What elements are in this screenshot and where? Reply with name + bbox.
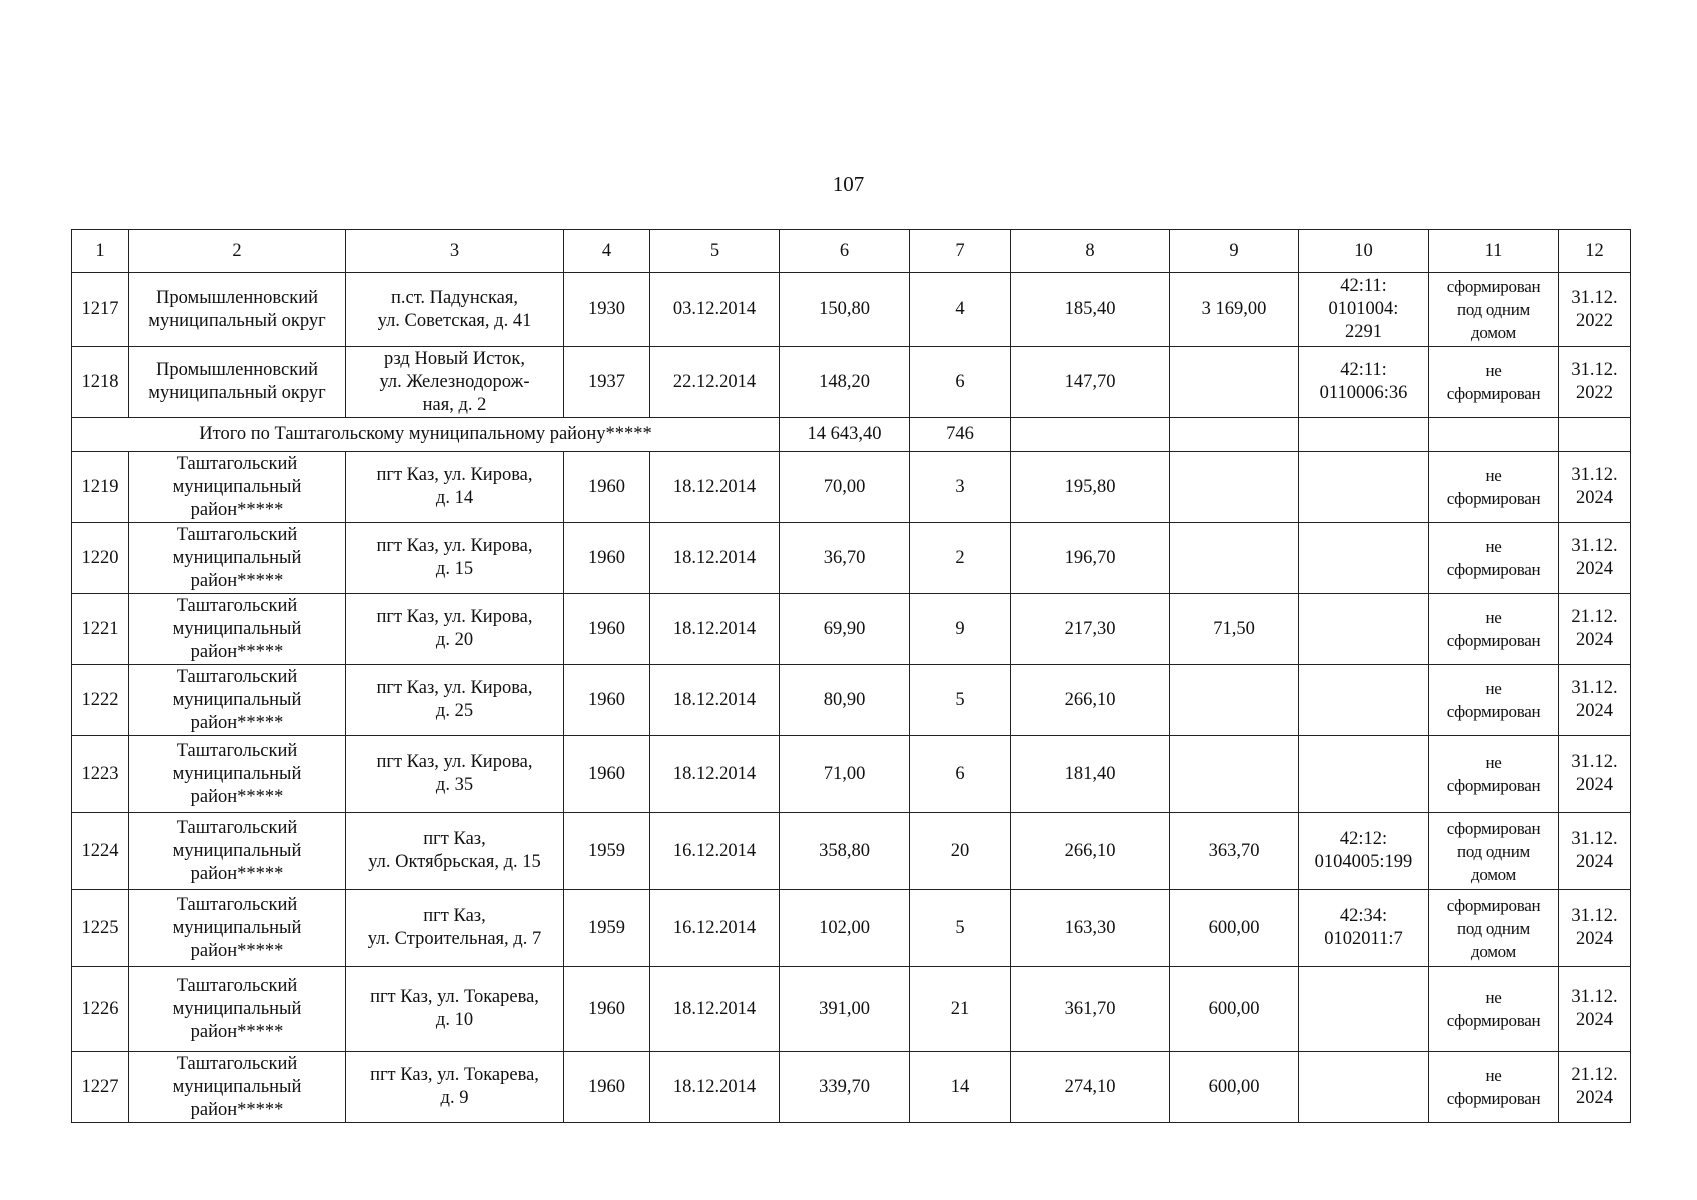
deadline-cell: 31.12. 2024 [1559, 967, 1631, 1052]
header-col-6: 6 [780, 230, 910, 273]
area2-cell: 163,30 [1011, 890, 1170, 967]
status-cell: сформирован под одним домом [1429, 890, 1559, 967]
deadline-cell: 31.12. 2024 [1559, 452, 1631, 523]
plot-area-cell: 600,00 [1170, 967, 1299, 1052]
year-cell: 1960 [564, 523, 650, 594]
area-cell: 69,90 [780, 594, 910, 665]
cadastral-cell: 42:11: 0110006:36 [1299, 347, 1429, 418]
total-label: Итого по Таштагольскому муниципальному району***** [72, 418, 780, 452]
status-cell: не сформирован [1429, 1052, 1559, 1123]
area-cell: 71,00 [780, 736, 910, 813]
year-cell: 1930 [564, 273, 650, 347]
table-row [72, 736, 1631, 813]
count-cell: 5 [910, 890, 1011, 967]
table-row [72, 813, 1631, 890]
row-number: 1226 [72, 967, 129, 1052]
district-cell: Таштагольский муниципальный район***** [129, 665, 346, 736]
area-cell: 70,00 [780, 452, 910, 523]
address-cell: пгт Каз, ул. Строительная, д. 7 [346, 890, 564, 967]
cadastral-cell [1299, 452, 1429, 523]
empty-cell [1559, 418, 1631, 452]
date-cell: 18.12.2014 [650, 665, 780, 736]
district-cell: Промышленновский муниципальный округ [129, 273, 346, 347]
plot-area-cell [1170, 736, 1299, 813]
date-cell: 22.12.2014 [650, 347, 780, 418]
year-cell: 1959 [564, 890, 650, 967]
deadline-cell: 31.12. 2024 [1559, 736, 1631, 813]
date-cell: 03.12.2014 [650, 273, 780, 347]
status-cell: не сформирован [1429, 523, 1559, 594]
count-cell: 4 [910, 273, 1011, 347]
row-number: 1220 [72, 523, 129, 594]
area-cell: 36,70 [780, 523, 910, 594]
status-cell: не сформирован [1429, 594, 1559, 665]
deadline-cell: 31.12. 2022 [1559, 347, 1631, 418]
address-cell: пгт Каз, ул. Кирова, д. 20 [346, 594, 564, 665]
total-area: 14 643,40 [780, 418, 910, 452]
table-row [72, 523, 1631, 594]
year-cell: 1960 [564, 1052, 650, 1123]
date-cell: 18.12.2014 [650, 594, 780, 665]
area-cell: 391,00 [780, 967, 910, 1052]
deadline-cell: 21.12. 2024 [1559, 594, 1631, 665]
year-cell: 1960 [564, 594, 650, 665]
area-cell: 339,70 [780, 1052, 910, 1123]
area2-cell: 266,10 [1011, 665, 1170, 736]
row-number: 1221 [72, 594, 129, 665]
row-number: 1223 [72, 736, 129, 813]
address-cell: п.ст. Падунская, ул. Советская, д. 41 [346, 273, 564, 347]
area-cell: 150,80 [780, 273, 910, 347]
deadline-cell: 31.12. 2024 [1559, 665, 1631, 736]
address-cell: пгт Каз, ул. Кирова, д. 25 [346, 665, 564, 736]
area2-cell: 266,10 [1011, 813, 1170, 890]
row-number: 1217 [72, 273, 129, 347]
housing-register-table [71, 229, 1631, 1123]
cadastral-cell: 42:34: 0102011:7 [1299, 890, 1429, 967]
district-cell: Таштагольский муниципальный район***** [129, 736, 346, 813]
date-cell: 18.12.2014 [650, 736, 780, 813]
district-cell: Таштагольский муниципальный район***** [129, 452, 346, 523]
cadastral-cell [1299, 594, 1429, 665]
plot-area-cell: 71,50 [1170, 594, 1299, 665]
empty-cell [1299, 418, 1429, 452]
area2-cell: 361,70 [1011, 967, 1170, 1052]
area2-cell: 217,30 [1011, 594, 1170, 665]
district-cell: Таштагольский муниципальный район***** [129, 594, 346, 665]
area-cell: 358,80 [780, 813, 910, 890]
area2-cell: 274,10 [1011, 1052, 1170, 1123]
date-cell: 18.12.2014 [650, 1052, 780, 1123]
table-row [72, 594, 1631, 665]
header-col-8: 8 [1011, 230, 1170, 273]
row-number: 1225 [72, 890, 129, 967]
count-cell: 14 [910, 1052, 1011, 1123]
status-cell: не сформирован [1429, 452, 1559, 523]
count-cell: 5 [910, 665, 1011, 736]
deadline-cell: 31.12. 2024 [1559, 813, 1631, 890]
cadastral-cell [1299, 665, 1429, 736]
status-cell: не сформирован [1429, 665, 1559, 736]
count-cell: 6 [910, 347, 1011, 418]
cadastral-cell [1299, 967, 1429, 1052]
deadline-cell: 31.12. 2024 [1559, 890, 1631, 967]
row-number: 1222 [72, 665, 129, 736]
plot-area-cell [1170, 665, 1299, 736]
address-cell: пгт Каз, ул. Кирова, д. 15 [346, 523, 564, 594]
plot-area-cell: 600,00 [1170, 890, 1299, 967]
district-cell: Таштагольский муниципальный район***** [129, 1052, 346, 1123]
year-cell: 1959 [564, 813, 650, 890]
header-col-4: 4 [564, 230, 650, 273]
address-cell: пгт Каз, ул. Кирова, д. 14 [346, 452, 564, 523]
plot-area-cell: 363,70 [1170, 813, 1299, 890]
year-cell: 1960 [564, 665, 650, 736]
address-cell: рзд Новый Исток, ул. Железнодорож- ная, д. 2 [346, 347, 564, 418]
area2-cell: 195,80 [1011, 452, 1170, 523]
address-cell: пгт Каз, ул. Октябрьская, д. 15 [346, 813, 564, 890]
header-col-9: 9 [1170, 230, 1299, 273]
header-col-1: 1 [72, 230, 129, 273]
cadastral-cell [1299, 523, 1429, 594]
date-cell: 16.12.2014 [650, 890, 780, 967]
header-col-12: 12 [1559, 230, 1631, 273]
plot-area-cell [1170, 523, 1299, 594]
row-number: 1219 [72, 452, 129, 523]
row-number: 1227 [72, 1052, 129, 1123]
address-cell: пгт Каз, ул. Токарева, д. 9 [346, 1052, 564, 1123]
area-cell: 80,90 [780, 665, 910, 736]
district-cell: Промышленновский муниципальный округ [129, 347, 346, 418]
count-cell: 21 [910, 967, 1011, 1052]
plot-area-cell [1170, 452, 1299, 523]
table-row [72, 452, 1631, 523]
total-count: 746 [910, 418, 1011, 452]
row-number: 1224 [72, 813, 129, 890]
count-cell: 2 [910, 523, 1011, 594]
district-cell: Таштагольский муниципальный район***** [129, 523, 346, 594]
date-cell: 18.12.2014 [650, 452, 780, 523]
empty-cell [1011, 418, 1170, 452]
area2-cell: 185,40 [1011, 273, 1170, 347]
deadline-cell: 21.12. 2024 [1559, 1052, 1631, 1123]
deadline-cell: 31.12. 2022 [1559, 273, 1631, 347]
cadastral-cell [1299, 736, 1429, 813]
year-cell: 1960 [564, 967, 650, 1052]
status-cell: не сформирован [1429, 347, 1559, 418]
cadastral-cell [1299, 1052, 1429, 1123]
header-col-3: 3 [346, 230, 564, 273]
total-row [72, 418, 1631, 452]
plot-area-cell [1170, 347, 1299, 418]
plot-area-cell: 3 169,00 [1170, 273, 1299, 347]
status-cell: сформирован под одним домом [1429, 813, 1559, 890]
count-cell: 6 [910, 736, 1011, 813]
date-cell: 16.12.2014 [650, 813, 780, 890]
area2-cell: 147,70 [1011, 347, 1170, 418]
date-cell: 18.12.2014 [650, 967, 780, 1052]
count-cell: 3 [910, 452, 1011, 523]
cadastral-cell: 42:11: 0101004: 2291 [1299, 273, 1429, 347]
column-number-row [72, 230, 1631, 273]
address-cell: пгт Каз, ул. Токарева, д. 10 [346, 967, 564, 1052]
header-col-11: 11 [1429, 230, 1559, 273]
address-cell: пгт Каз, ул. Кирова, д. 35 [346, 736, 564, 813]
year-cell: 1960 [564, 736, 650, 813]
table-row [72, 273, 1631, 347]
count-cell: 20 [910, 813, 1011, 890]
cadastral-cell: 42:12: 0104005:199 [1299, 813, 1429, 890]
table-body [72, 230, 1631, 1123]
area2-cell: 196,70 [1011, 523, 1170, 594]
district-cell: Таштагольский муниципальный район***** [129, 813, 346, 890]
area2-cell: 181,40 [1011, 736, 1170, 813]
page-number: 107 [832, 172, 865, 196]
district-cell: Таштагольский муниципальный район***** [129, 890, 346, 967]
header-col-5: 5 [650, 230, 780, 273]
header-col-7: 7 [910, 230, 1011, 273]
status-cell: сформирован под одним домом [1429, 273, 1559, 347]
table-row [72, 1052, 1631, 1123]
area-cell: 148,20 [780, 347, 910, 418]
deadline-cell: 31.12. 2024 [1559, 523, 1631, 594]
plot-area-cell: 600,00 [1170, 1052, 1299, 1123]
header-col-10: 10 [1299, 230, 1429, 273]
empty-cell [1170, 418, 1299, 452]
empty-cell [1429, 418, 1559, 452]
area-cell: 102,00 [780, 890, 910, 967]
status-cell: не сформирован [1429, 967, 1559, 1052]
year-cell: 1960 [564, 452, 650, 523]
table-row [72, 967, 1631, 1052]
header-col-2: 2 [129, 230, 346, 273]
table-row [72, 665, 1631, 736]
year-cell: 1937 [564, 347, 650, 418]
status-cell: не сформирован [1429, 736, 1559, 813]
date-cell: 18.12.2014 [650, 523, 780, 594]
table-row [72, 890, 1631, 967]
district-cell: Таштагольский муниципальный район***** [129, 967, 346, 1052]
count-cell: 9 [910, 594, 1011, 665]
table-row [72, 347, 1631, 418]
row-number: 1218 [72, 347, 129, 418]
